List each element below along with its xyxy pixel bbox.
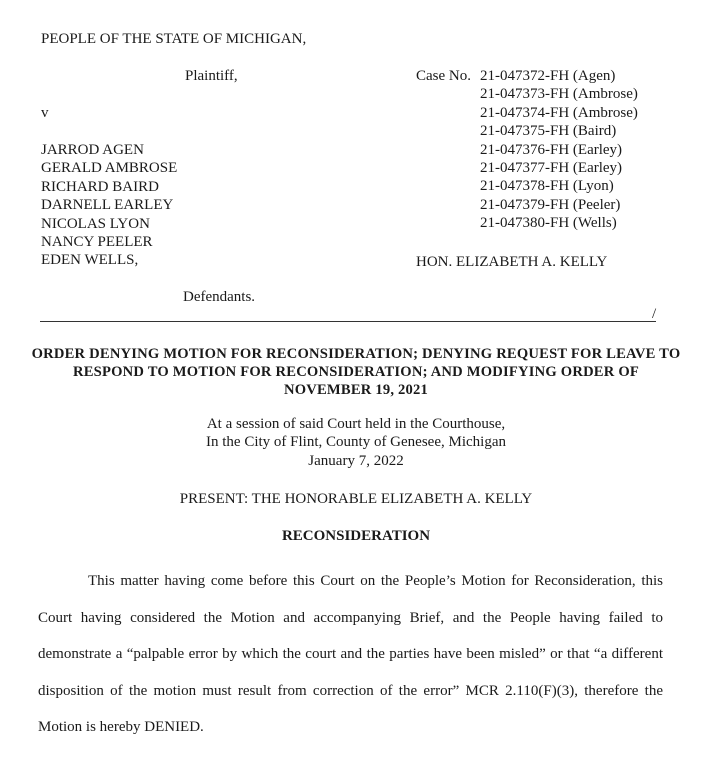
- order-title: ORDER DENYING MOTION FOR RECONSIDERATION; DENYING REQUEST FOR LEAVE TO RESPOND TO MOTION FOR RECONSIDERATION; AND MODIFYING ORDER OF NOVEMBER 19, 2021: [31, 346, 681, 398]
- caption-slash: /: [652, 306, 657, 322]
- judge-name: HON. ELIZABETH A. KELLY: [416, 254, 608, 270]
- defendant-name: GERALD AMBROSE: [41, 160, 178, 177]
- session-line: In the City of Flint, County of Genesee, Michigan: [206, 434, 506, 451]
- case-number: 21-047380-FH (Wells): [480, 215, 617, 232]
- session-date: January 7, 2022: [308, 452, 404, 469]
- case-number: 21-047373-FH (Ambrose): [480, 86, 638, 103]
- plaintiff-name: PEOPLE OF THE STATE OF MICHIGAN,: [41, 31, 307, 47]
- case-number: 21-047376-FH (Earley): [480, 141, 623, 158]
- session-line: At a session of said Court held in the Courthouse,: [206, 416, 506, 432]
- case-number: 21-047374-FH (Ambrose): [480, 104, 638, 121]
- case-number: 21-047375-FH (Baird): [480, 123, 617, 140]
- defendant-name: NICOLAS LYON: [41, 215, 150, 232]
- present-line: PRESENT: THE HONORABLE ELIZABETH A. KELLY: [179, 491, 533, 507]
- case-number: 21-047377-FH (Earley): [480, 159, 623, 176]
- section-heading: RECONSIDERATION: [281, 528, 431, 544]
- case-number: 21-047379-FH (Peeler): [480, 196, 621, 213]
- paragraph-text: This matter having come before this Court on the People’s Motion for Reconsideration, this Court having considered the Motion and accompanying Brief, and the People having failed to demonstrate a “palpable error by which the court and the parties have been misled” or that “a different disposition of the motion must result from correction of the error” MCR 2.110(F)(3), therefore the Motion is hereby DENIED.: [38, 573, 663, 735]
- defendant-name: DARNELL EARLEY: [41, 197, 174, 214]
- defendants-label: Defendants.: [183, 289, 256, 305]
- defendant-name: NANCY PEELER: [41, 233, 153, 250]
- case-number: 21-047372-FH (Agen): [480, 68, 616, 84]
- defendants-list: [41, 141, 177, 270]
- case-number-label: Case No.: [416, 68, 471, 84]
- defendant-name: EDEN WELLS,: [41, 252, 139, 269]
- caption-divider: [40, 321, 656, 322]
- session-block: [30, 415, 682, 470]
- body-paragraph: [38, 563, 663, 746]
- case-number: 21-047378-FH (Lyon): [480, 178, 614, 195]
- plaintiff-label: Plaintiff,: [185, 68, 238, 84]
- versus-label: v: [41, 105, 49, 121]
- case-number-list: [480, 67, 638, 233]
- defendant-name: RICHARD BAIRD: [41, 178, 159, 195]
- defendant-name: JARROD AGEN: [41, 142, 144, 158]
